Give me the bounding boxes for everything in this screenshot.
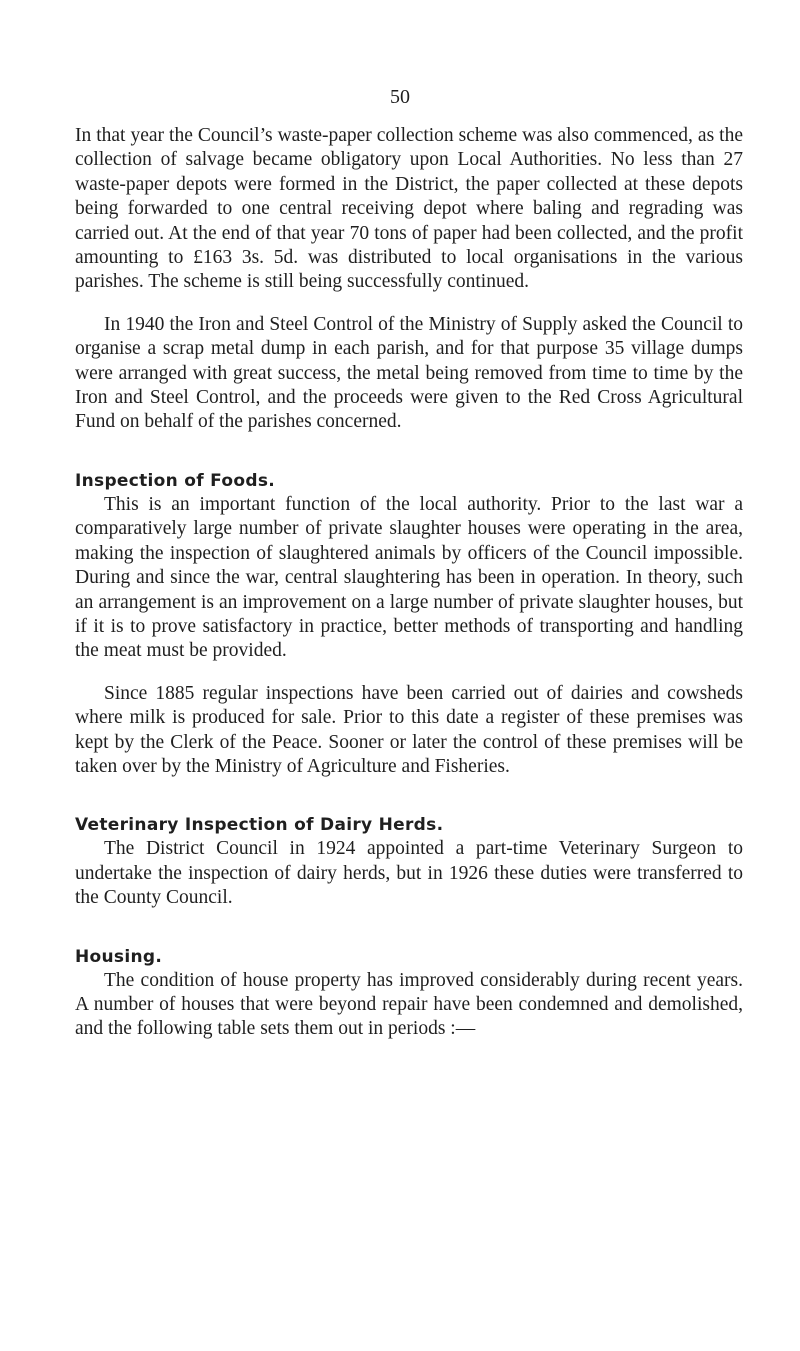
paragraph-house-property: The condition of house property has improved considerably during recent years. A number of houses that were beyond repair have been condemned and demolished, and the following table sets them out in periods :— (75, 969, 743, 1040)
paragraph-waste-paper: In that year the Council’s waste-paper collection scheme was also commenced, as the collection of salvage became obligatory upon Local Authorities. No less than 27 waste-paper depots were formed in the District, the paper collected at these depots being forwarded to one central receiving depot where baling and regrading was carried out. At the end of that year 70 tons of paper had been collected, and the profit amounting to £163 3s. 5d. was distributed to local organisations in the various parishes. The scheme is still being successfully continued. (75, 125, 743, 293)
page-number: 50 (390, 86, 410, 108)
heading-housing: Housing. (75, 946, 163, 967)
paragraph-dairies-cowsheds: Since 1885 regular inspections have been carried out of dairies and cowsheds where milk is produced for sale. Prior to this date a register of these premises was kept by the Clerk of the Peace. Sooner or later the control of these premises will be taken over by the Ministry of Agriculture and Fisheries. (75, 682, 743, 777)
heading-inspection-of-foods: Inspection of Foods. (75, 470, 275, 491)
page-body (75, 124, 743, 1060)
heading-veterinary-inspection: Veterinary Inspection of Dairy Herds. (75, 815, 444, 836)
paragraph-slaughter-houses: This is an important function of the local authority. Prior to the last war a comparatively large number of private slaughter houses were operating in the area, making the inspection of slaughtered animals by officers of the Council impossible. During and since the war, central slaughtering has been in operation. In theory, such an arrangement is an improvement on a large number of private slaughter houses, but if it is to prove satisfactory in practice, better methods of transporting and handling the meat must be provided. (75, 493, 743, 662)
paragraph-scrap-metal: In 1940 the Iron and Steel Control of the Ministry of Supply asked the Council to organise a scrap metal dump in each parish, and for that purpose 35 village dumps were arranged with great success, the metal being removed from time to time by the Iron and Steel Control, and the proceeds were given to the Red Cross Agricultural Fund on behalf of the parishes concerned. (75, 313, 743, 433)
paragraph-veterinary-surgeon: The District Council in 1924 appointed a part-time Veterinary Surgeon to undertake the inspection of dairy herds, but in 1926 these duties were transferred to the County Council. (75, 838, 743, 909)
